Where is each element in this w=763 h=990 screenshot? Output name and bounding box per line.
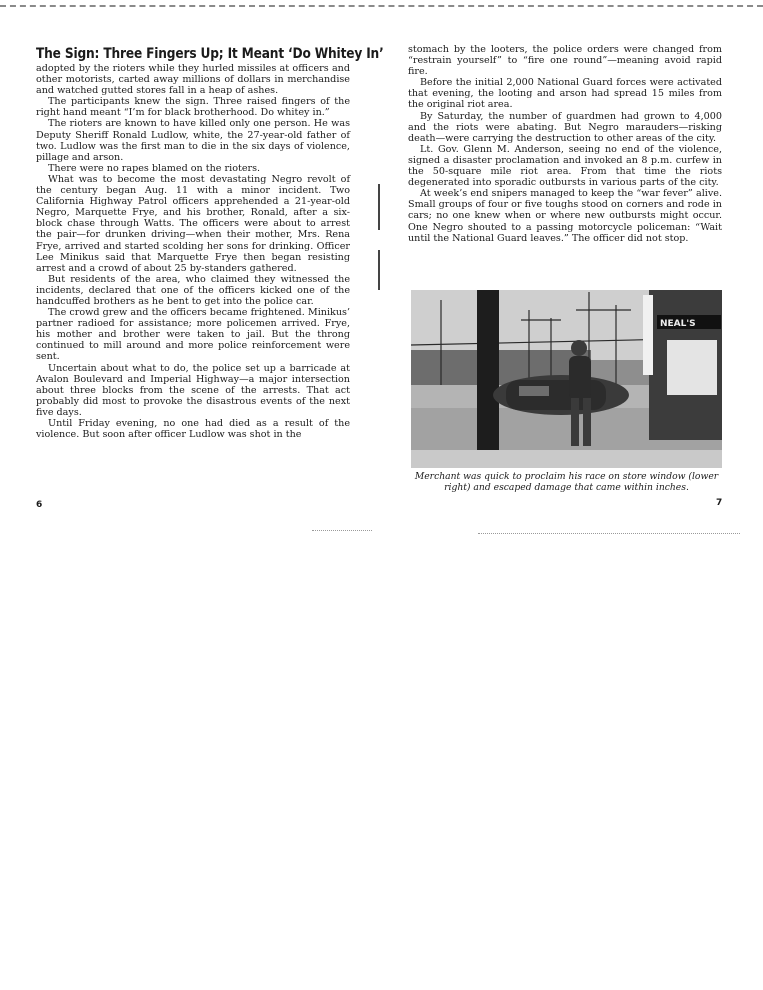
page-number-left: 6 bbox=[36, 500, 43, 510]
paragraph: But residents of the area, who claimed they witnessed the incidents, declared that one of the officers kicked one of the handcuffed brothers as he bent to get into the police car. bbox=[36, 273, 350, 307]
street-photo bbox=[411, 290, 722, 468]
photo-illustration bbox=[411, 290, 722, 468]
paragraph: Uncertain about what to do, the police set up a barricade at Avalon Boulevard and Imperial Highway—a major intersection about three blocks from the scene of the arrests. That act probably did most to provoke the disastrous events of the next five days. bbox=[36, 362, 350, 418]
scan-artifact bbox=[312, 530, 372, 531]
page-number-right: 7 bbox=[716, 498, 723, 508]
top-border-rule bbox=[0, 5, 763, 7]
paragraph: What was to become the most devastating Negro revolt of the century began Aug. 11 with a minor incident. Two California Highway Patrol officers apprehended a 21-year-old Negro, Marquette Frye, and his brother, Ronald, after a six-block chase through Watts. The officers were about to arrest the pair—for drunken driving—when their mother, Mrs. Rena Frye, arrived and started scolding her sons for drinking. Officer Lee Minikus said that Marquette Frye then began resisting arrest and a crowd of about 25 by-standers gathered. bbox=[36, 173, 350, 274]
paragraph: adopted by the rioters while they hurled missiles at officers and other motorists, carted away millions of dollars in merchandise and watched gutted stores fall in a heap of ashes. bbox=[36, 63, 350, 97]
store-sign-text: NEAL'S bbox=[660, 319, 696, 329]
scan-artifact bbox=[478, 533, 740, 534]
paragraph: By Saturday, the number of guardmen had grown to 4,000 and the riots were abating. But Negro marauders—risking death—were carrying the destruction to other areas of the city. bbox=[408, 110, 722, 144]
photo-caption: Merchant was quick to proclaim his race on store window (lower right) and escaped damage that came within inches. bbox=[414, 471, 719, 493]
paragraph: stomach by the looters, the police orders were changed from “restrain yourself” to “fire one round”—meaning avoid rapid fire. bbox=[408, 44, 722, 78]
paragraph: The crowd grew and the officers became frightened. Minikus’ partner radioed for assistance; more policemen arrived. Frye, his mother and brother were taken to jail. But the throng continued to mill around and more police reinforcement were sent. bbox=[36, 307, 350, 363]
paragraph: There were no rapes blamed on the rioters. bbox=[48, 162, 261, 174]
article-headline: The Sign: Three Fingers Up; It Meant ‘Do Whitey In’ bbox=[36, 46, 384, 62]
paragraph: The rioters are known to have killed only one person. He was Deputy Sheriff Ronald Ludlow, white, the 27-year-old father of two. Ludlow was the first man to die in the six days of violence, pillage and arson. bbox=[36, 118, 350, 163]
gutter-mark bbox=[378, 250, 380, 290]
gutter-mark bbox=[378, 184, 380, 230]
right-column bbox=[408, 44, 722, 244]
left-column bbox=[36, 46, 384, 441]
paragraph: The participants knew the sign. Three raised fingers of the right hand meant “I’m for black brotherhood. Do whitey in.” bbox=[36, 96, 350, 119]
paragraph: Lt. Gov. Glenn M. Anderson, seeing no end of the violence, signed a disaster proclamation and invoked an 8 p.m. curfew in the 50-square mile riot area. From that time the riots degenerated into sporadic outbursts in various parts of the city. bbox=[408, 143, 722, 189]
paragraph: Before the initial 2,000 National Guard forces were activated that evening, the looting and arson had spread 15 miles from the original riot area. bbox=[408, 77, 722, 111]
paragraph: Until Friday evening, no one had died as a result of the violence. But soon after officer Ludlow was shot in the bbox=[36, 418, 350, 441]
paragraph: At week’s end snipers managed to keep the “war fever” alive. Small groups of four or five toughs stood on corners and rode in cars; no one knew when or where new outbursts might occur. One Negro shouted to a passing motorcycle policeman: “Wait until the National Guard leaves.” The officer did not stop. bbox=[408, 188, 722, 244]
